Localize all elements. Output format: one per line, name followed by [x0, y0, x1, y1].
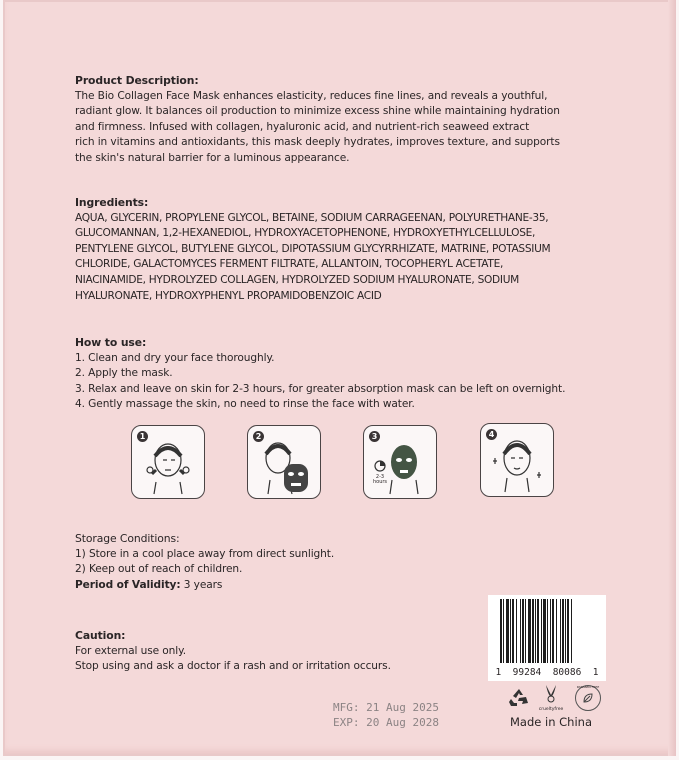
storage-heading: Storage Conditions:: [75, 532, 180, 545]
storage-line: 1) Store in a cool place away from direct sunlight.: [75, 547, 335, 560]
step-2-apply-mask: [247, 425, 321, 499]
storage-line: 2) Keep out of reach of children.: [75, 563, 243, 576]
ingredients: [75, 195, 550, 304]
barcode: [488, 595, 606, 681]
instruction-line: 1. Clean and dry your face thoroughly.: [75, 351, 275, 364]
barcode-number: 1 99284 80086 1: [495, 667, 599, 678]
step-1-cleanse: [131, 425, 205, 499]
instruction-line: 3. Relax and leave on skin for 2-3 hours, for greater absorption mask can be left on overnight.: [75, 382, 566, 395]
step-4-massage: [480, 423, 554, 497]
step-number: 2: [253, 431, 264, 442]
how-to-use-heading: How to use:: [75, 336, 147, 349]
ingredients-line: PENTYLENE GLYCOL, BUTYLENE GLYCOL, DIPOTASSIUM GLYCYRRHIZATE, MATRINE, POTASSIUM: [75, 242, 551, 255]
description-line: the skin's natural barrier for a luminous appearance.: [75, 151, 350, 164]
validity: [75, 578, 334, 594]
caution-line: Stop using and ask a doctor if a rash and or irritation occurs.: [75, 660, 391, 673]
date-stamp: [333, 700, 439, 730]
ingredients-heading: Ingredients:: [75, 196, 149, 209]
paraben-free-badge: [575, 685, 601, 711]
step-number: 3: [369, 431, 380, 442]
instruction-line: 4. Gently massage the skin, no need to rinse the face with water.: [75, 398, 415, 411]
product-description: [75, 73, 560, 167]
description-heading: Product Description:: [75, 74, 199, 87]
caution-heading: Caution:: [75, 629, 126, 642]
ingredients-line: CHLORIDE, GALACTOMYCES FERMENT FILTRATE, ALLANTOIN, TOCOPHERYL ACETATE,: [75, 258, 504, 271]
step-number: 4: [486, 429, 497, 440]
cruelty-free-badge: [538, 683, 564, 712]
recycle-icon: [508, 687, 530, 707]
exp-date: EXP: 20 Aug 2028: [333, 716, 439, 729]
caution: [75, 628, 391, 675]
description-line: rich in vitamins and antioxidants, this mask deeply hydrates, improves texture, and supports: [75, 136, 560, 149]
box-edge: [668, 0, 676, 756]
storage-conditions: [75, 531, 334, 593]
country-of-origin: Made in China: [510, 715, 592, 729]
step-number: 1: [137, 431, 148, 442]
usage-steps: [0, 425, 679, 500]
validity-label: Period of Validity:: [75, 578, 181, 591]
barcode-bars: [500, 599, 596, 663]
description-line: and firmness. Infused with collagen, hyaluronic acid, and nutrient-rich seaweed extract: [75, 120, 530, 133]
validity-value: 3 years: [180, 578, 223, 591]
how-to-use: [75, 335, 565, 413]
cruelty-free-label: crueltyfree: [538, 707, 564, 712]
bunny-icon: [541, 683, 561, 703]
barcode-bar: [572, 599, 574, 663]
description-line: radiant glow. It balances oil production to minimize excess shine while maintaining hydration: [75, 105, 560, 118]
ingredients-line: GLUCOMANNAN, 1,2-HEXANEDIOL, HYDROXYACETOPHENONE, HYDROXYETHYLCELLULOSE,: [75, 227, 536, 240]
ingredients-line: NIACINAMIDE, HYDROLYZED COLLAGEN, HYDROLYZED SODIUM HYALURONATE, SODIUM: [75, 273, 520, 286]
ingredients-line: AQUA, GLYCERIN, PROPYLENE GLYCOL, BETAINE, SODIUM CARRAGEENAN, POLYURETHANE-35,: [75, 211, 549, 224]
caution-line: For external use only.: [75, 644, 187, 657]
instruction-line: 2. Apply the mask.: [75, 367, 173, 380]
duration-caption: 2-3 hours: [372, 474, 388, 485]
ingredients-line: HYALURONATE, HYDROXYPHENYL PROPAMIDOBENZOIC ACID: [75, 289, 382, 302]
paraben-free-label: PARABEN FREE: [576, 685, 600, 689]
description-line: The Bio Collagen Face Mask enhances elasticity, reduces fine lines, and reveals a youthful,: [75, 89, 548, 102]
step-3-wait: [363, 425, 437, 499]
mfg-date: MFG: 21 Aug 2025: [333, 701, 439, 714]
leaf-icon: [582, 692, 594, 704]
